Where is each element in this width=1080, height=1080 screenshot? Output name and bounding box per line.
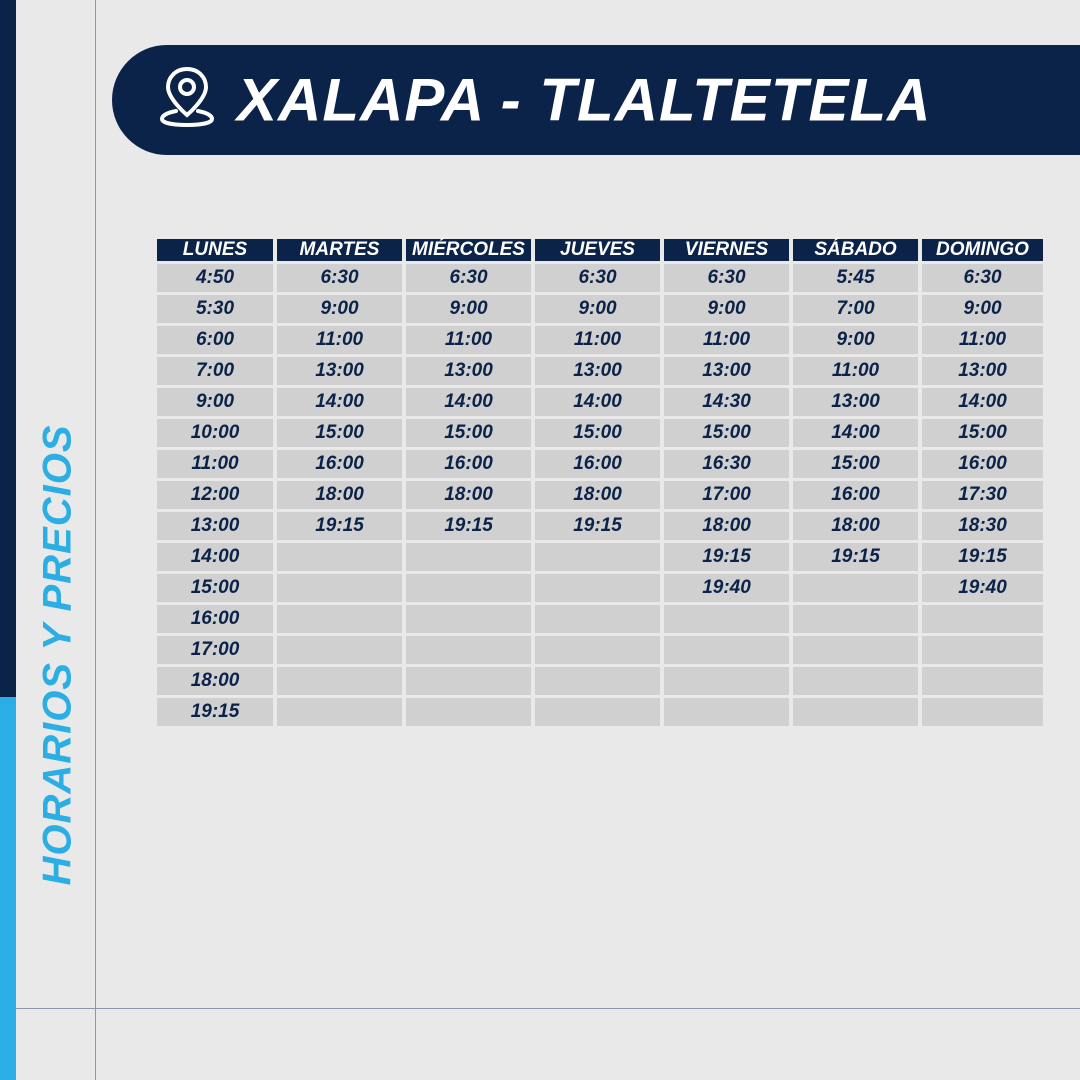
schedule-time-cell: 18:00: [277, 481, 402, 509]
schedule-time-cell: 18:00: [793, 512, 918, 540]
schedule-time-cell: 6:30: [535, 264, 660, 292]
schedule-time-cell: 10:00: [157, 419, 273, 447]
schedule-time-cell: [535, 667, 660, 695]
schedule-time-cell: 16:30: [664, 450, 789, 478]
schedule-time-cell: 5:45: [793, 264, 918, 292]
day-header-thursday: JUEVES: [535, 239, 660, 261]
schedule-time-cell: 13:00: [535, 357, 660, 385]
schedule-time-cell: 11:00: [922, 326, 1043, 354]
schedule-time-cell: [664, 636, 789, 664]
schedule-time-cell: 9:00: [922, 295, 1043, 323]
schedule-time-cell: 17:30: [922, 481, 1043, 509]
schedule-time-cell: 6:30: [277, 264, 402, 292]
schedule-time-cell: [535, 636, 660, 664]
schedule-time-cell: 16:00: [157, 605, 273, 633]
schedule-time-cell: 18:00: [664, 512, 789, 540]
schedule-time-cell: 13:00: [406, 357, 531, 385]
schedule-time-cell: [406, 543, 531, 571]
schedule-time-cell: 11:00: [664, 326, 789, 354]
schedule-time-cell: 19:40: [922, 574, 1043, 602]
schedule-time-cell: 15:00: [922, 419, 1043, 447]
schedule-time-cell: 9:00: [277, 295, 402, 323]
schedule-row: [157, 574, 1043, 602]
schedule-time-cell: 19:40: [664, 574, 789, 602]
schedule-time-cell: [406, 667, 531, 695]
schedule-time-cell: 19:15: [664, 543, 789, 571]
schedule-time-cell: 16:00: [277, 450, 402, 478]
schedule-time-cell: 12:00: [157, 481, 273, 509]
schedule-time-cell: 13:00: [922, 357, 1043, 385]
schedule-time-cell: [793, 698, 918, 726]
schedule-time-cell: 19:15: [157, 698, 273, 726]
side-section-title: HORARIOS Y PRECIOS: [35, 424, 80, 886]
horizontal-divider-line: [16, 1008, 1080, 1009]
schedule-time-cell: 14:00: [535, 388, 660, 416]
schedule-time-cell: [406, 698, 531, 726]
schedule-time-cell: 16:00: [922, 450, 1043, 478]
schedule-time-cell: 13:00: [793, 388, 918, 416]
schedule-time-cell: 13:00: [664, 357, 789, 385]
day-header-wednesday: MIÉRCOLES: [406, 239, 531, 261]
schedule-time-cell: 11:00: [793, 357, 918, 385]
schedule-time-cell: [793, 605, 918, 633]
schedule-time-cell: 11:00: [535, 326, 660, 354]
schedule-row: [157, 481, 1043, 509]
schedule-time-cell: 16:00: [793, 481, 918, 509]
schedule-time-cell: [664, 698, 789, 726]
schedule-time-cell: [277, 543, 402, 571]
schedule-time-cell: 11:00: [157, 450, 273, 478]
schedule-row: [157, 636, 1043, 664]
schedule-time-cell: 18:00: [535, 481, 660, 509]
schedule-time-cell: 7:00: [793, 295, 918, 323]
schedule-row: [157, 419, 1043, 447]
schedule-time-cell: 18:00: [157, 667, 273, 695]
schedule-time-cell: 19:15: [535, 512, 660, 540]
left-accent-bar-navy: [0, 0, 16, 697]
day-header-tuesday: MARTES: [277, 239, 402, 261]
schedule-time-cell: [406, 636, 531, 664]
schedule-row: [157, 326, 1043, 354]
schedule-table: [153, 236, 1047, 729]
schedule-time-cell: 9:00: [157, 388, 273, 416]
schedule-time-cell: [277, 605, 402, 633]
schedule-time-cell: 6:30: [922, 264, 1043, 292]
schedule-time-cell: 15:00: [157, 574, 273, 602]
schedule-time-cell: 9:00: [793, 326, 918, 354]
schedule-time-cell: [793, 667, 918, 695]
schedule-time-cell: [664, 667, 789, 695]
schedule-time-cell: [277, 698, 402, 726]
schedule-row: [157, 357, 1043, 385]
vertical-divider-line: [95, 0, 96, 1080]
schedule-time-cell: 13:00: [277, 357, 402, 385]
schedule-time-cell: [277, 574, 402, 602]
schedule-time-cell: 15:00: [406, 419, 531, 447]
schedule-time-cell: 17:00: [157, 636, 273, 664]
schedule-time-cell: 16:00: [535, 450, 660, 478]
day-header-sunday: DOMINGO: [922, 239, 1043, 261]
schedule-row: [157, 450, 1043, 478]
schedule-row: [157, 605, 1043, 633]
schedule-time-cell: 19:15: [277, 512, 402, 540]
schedule-time-cell: 15:00: [664, 419, 789, 447]
schedule-header-row: [157, 239, 1043, 261]
schedule-time-cell: 13:00: [157, 512, 273, 540]
schedule-time-cell: 5:30: [157, 295, 273, 323]
schedule-time-cell: 7:00: [157, 357, 273, 385]
schedule-time-cell: 9:00: [406, 295, 531, 323]
schedule-body: [157, 264, 1043, 726]
schedule-time-cell: 14:00: [157, 543, 273, 571]
route-title: XALAPA - TLALTETELA: [237, 66, 932, 134]
schedule-time-cell: 15:00: [535, 419, 660, 447]
schedule-row: [157, 295, 1043, 323]
schedule-time-cell: 14:00: [793, 419, 918, 447]
schedule-time-cell: 6:00: [157, 326, 273, 354]
day-header-monday: LUNES: [157, 239, 273, 261]
schedule-time-cell: 14:00: [277, 388, 402, 416]
schedule-time-cell: 16:00: [406, 450, 531, 478]
schedule-time-cell: [535, 605, 660, 633]
schedule-time-cell: 14:30: [664, 388, 789, 416]
schedule-time-cell: 15:00: [793, 450, 918, 478]
schedule-time-cell: [277, 667, 402, 695]
schedule-row: [157, 667, 1043, 695]
schedule-row: [157, 698, 1043, 726]
schedule-time-cell: [922, 698, 1043, 726]
schedule-time-cell: [922, 605, 1043, 633]
schedule-row: [157, 264, 1043, 292]
location-pin-icon: [158, 65, 216, 127]
schedule-time-cell: 18:30: [922, 512, 1043, 540]
schedule-time-cell: 19:15: [922, 543, 1043, 571]
schedule-time-cell: [277, 636, 402, 664]
schedule-row: [157, 543, 1043, 571]
schedule-time-cell: 11:00: [406, 326, 531, 354]
schedule-time-cell: 19:15: [793, 543, 918, 571]
schedule-time-cell: [535, 574, 660, 602]
day-header-friday: VIERNES: [664, 239, 789, 261]
schedule-time-cell: 15:00: [277, 419, 402, 447]
schedule-time-cell: [664, 605, 789, 633]
schedule-time-cell: [793, 636, 918, 664]
route-title-banner: [112, 45, 1080, 155]
schedule-time-cell: [535, 698, 660, 726]
day-header-saturday: SÁBADO: [793, 239, 918, 261]
schedule-row: [157, 512, 1043, 540]
schedule-time-cell: [922, 636, 1043, 664]
schedule-time-cell: 9:00: [664, 295, 789, 323]
schedule-time-cell: 14:00: [406, 388, 531, 416]
schedule-time-cell: 6:30: [664, 264, 789, 292]
schedule-row: [157, 388, 1043, 416]
schedule-time-cell: [922, 667, 1043, 695]
schedule-time-cell: [406, 605, 531, 633]
schedule-time-cell: 19:15: [406, 512, 531, 540]
schedule-time-cell: 9:00: [535, 295, 660, 323]
schedule-time-cell: [793, 574, 918, 602]
schedule-time-cell: [406, 574, 531, 602]
schedule-time-cell: [535, 543, 660, 571]
left-accent-bar-blue: [0, 697, 16, 1080]
schedule-time-cell: 14:00: [922, 388, 1043, 416]
schedule-time-cell: 18:00: [406, 481, 531, 509]
schedule-time-cell: 17:00: [664, 481, 789, 509]
schedule-time-cell: 11:00: [277, 326, 402, 354]
schedule-time-cell: 4:50: [157, 264, 273, 292]
schedule-time-cell: 6:30: [406, 264, 531, 292]
